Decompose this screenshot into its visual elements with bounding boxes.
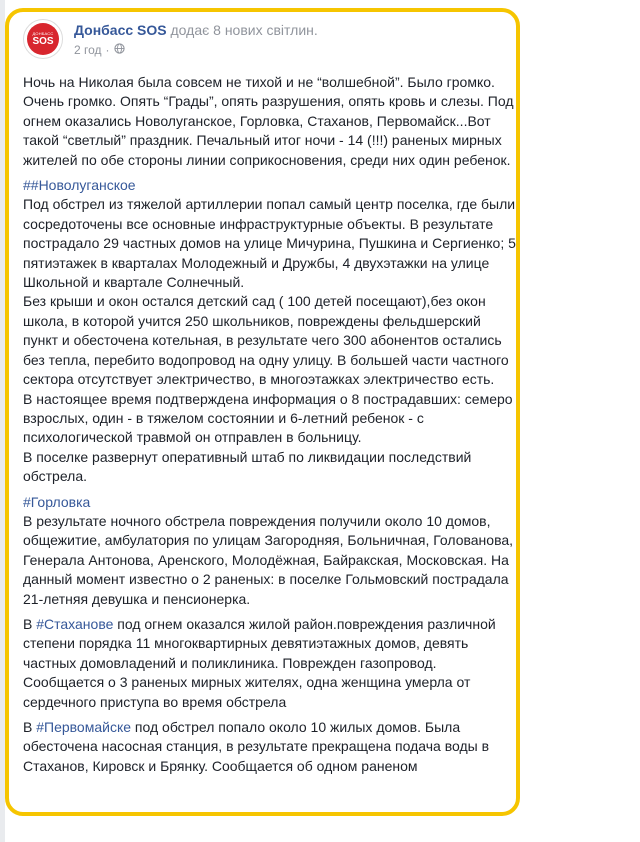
post bbox=[23, 15, 518, 776]
intro-paragraph: Ночь на Николая была совсем не тихой и не “волшебной”. Было громко. Очень громко. Опять “Грады”, опять разрушения, опять кровь и слезы. Под огнем оказались Новолуганское, Горловка, Стаханов, Первомайск...Вот такой “светлый” праздник. Печальный итог ночи - 14 (!!!) раненых мирных жителей по обе стороны линии соприкосновения, среди них один ребенок. bbox=[23, 74, 514, 168]
post-body bbox=[23, 73, 518, 776]
pervomaysk-prefix: В bbox=[23, 719, 37, 735]
novoluganskoe-paragraph-4: В поселке развернут оперативный штаб по ликвидации последствий обстрела. bbox=[23, 448, 472, 485]
hashtag-stakhanov[interactable]: #Стаханове bbox=[36, 615, 114, 632]
stakhanov-prefix: В bbox=[23, 615, 37, 632]
stakhanov-paragraph bbox=[23, 615, 518, 712]
pervomaysk-paragraph bbox=[23, 718, 518, 776]
post-header bbox=[23, 15, 518, 73]
post-author-line bbox=[74, 22, 318, 38]
pervomaysk-text: под обстрел попало около 10 жилых домов. Была обесточена насосная станция, в результате прекращена подача воды в Стаханов, Кировск и Брянку. Сообщается об одном раненом bbox=[23, 719, 490, 774]
novoluganskoe-paragraph-3: В настоящее время подтверждена информация о 8 пострадавших: семеро взрослых, один - в тяжелом состоянии и 6-летний ребенок - с психологической травмой он отправлен в больницу. bbox=[23, 390, 513, 446]
novoluganskoe-paragraph-1: Под обстрел из тяжелой артиллерии попал самый центр поселка, где были сосредоточены все основные инфраструктурные объекты. В результате пострадало 29 частных домов на улице Мичурина, Пушкина и Сергиенко; 5 пятиэтажек в кварталах Молодежный и Дружбы, 4 двухэтажки на улице Школьной и квартале Солнечный. bbox=[23, 196, 516, 291]
post-time[interactable]: 2 год bbox=[74, 43, 102, 57]
avatar-logo-text: SOS bbox=[32, 36, 54, 47]
hashtag-novoluganskoe[interactable]: ##Новолуганское bbox=[23, 177, 136, 194]
meta-separator: · bbox=[105, 43, 110, 57]
page-avatar[interactable] bbox=[23, 19, 63, 59]
avatar-logo-top: ДОНБАСС bbox=[32, 31, 54, 36]
hashtag-pervomaysk[interactable]: #Первомайске bbox=[36, 719, 132, 735]
post-action: додає 8 нових світлин. bbox=[170, 22, 318, 38]
globe-icon[interactable] bbox=[114, 43, 125, 57]
novoluganskoe-paragraph-2: Без крыши и окон остался детский сад ( 100 детей посещают),без окон школа, в которой учится 250 школьников, повреждены фельдшерский пункт и обесточена котельная, в результате чего 300 абонентов остались без тепла, перебито водопровод на одну улицу. В большей части частного сектора отсутствует электричество, в многоэтажках электричество есть. bbox=[23, 293, 509, 388]
stakhanov-text: под огнем оказался жилой район.повреждения различной степени порядка 11 многоквартирных девятиэтажных домов, девять частных домовладений и поликлиника. Поврежден газопровод. Сообщается о 3 раненых мирных жителях, одна женщина умерла от сердечного приступа во время обстрела bbox=[23, 615, 496, 710]
avatar-logo bbox=[27, 23, 59, 55]
page-name-link[interactable]: Донбасс SOS bbox=[74, 22, 167, 38]
post-meta bbox=[74, 43, 125, 57]
gorlovka-paragraph: В результате ночного обстрела повреждения получили около 10 домов, общежитие, амбулатория по улицам Загородняя, Больничная, Голованова, Генерала Антонова, Аренского, Молодёжная, Байракская, Московская. На данный момент известно о 2 раненых: в поселке Гольмовский пострадала 21-летняя девушка и пенсионерка. bbox=[23, 512, 514, 607]
hashtag-gorlovka[interactable]: #Горловка bbox=[23, 493, 91, 510]
